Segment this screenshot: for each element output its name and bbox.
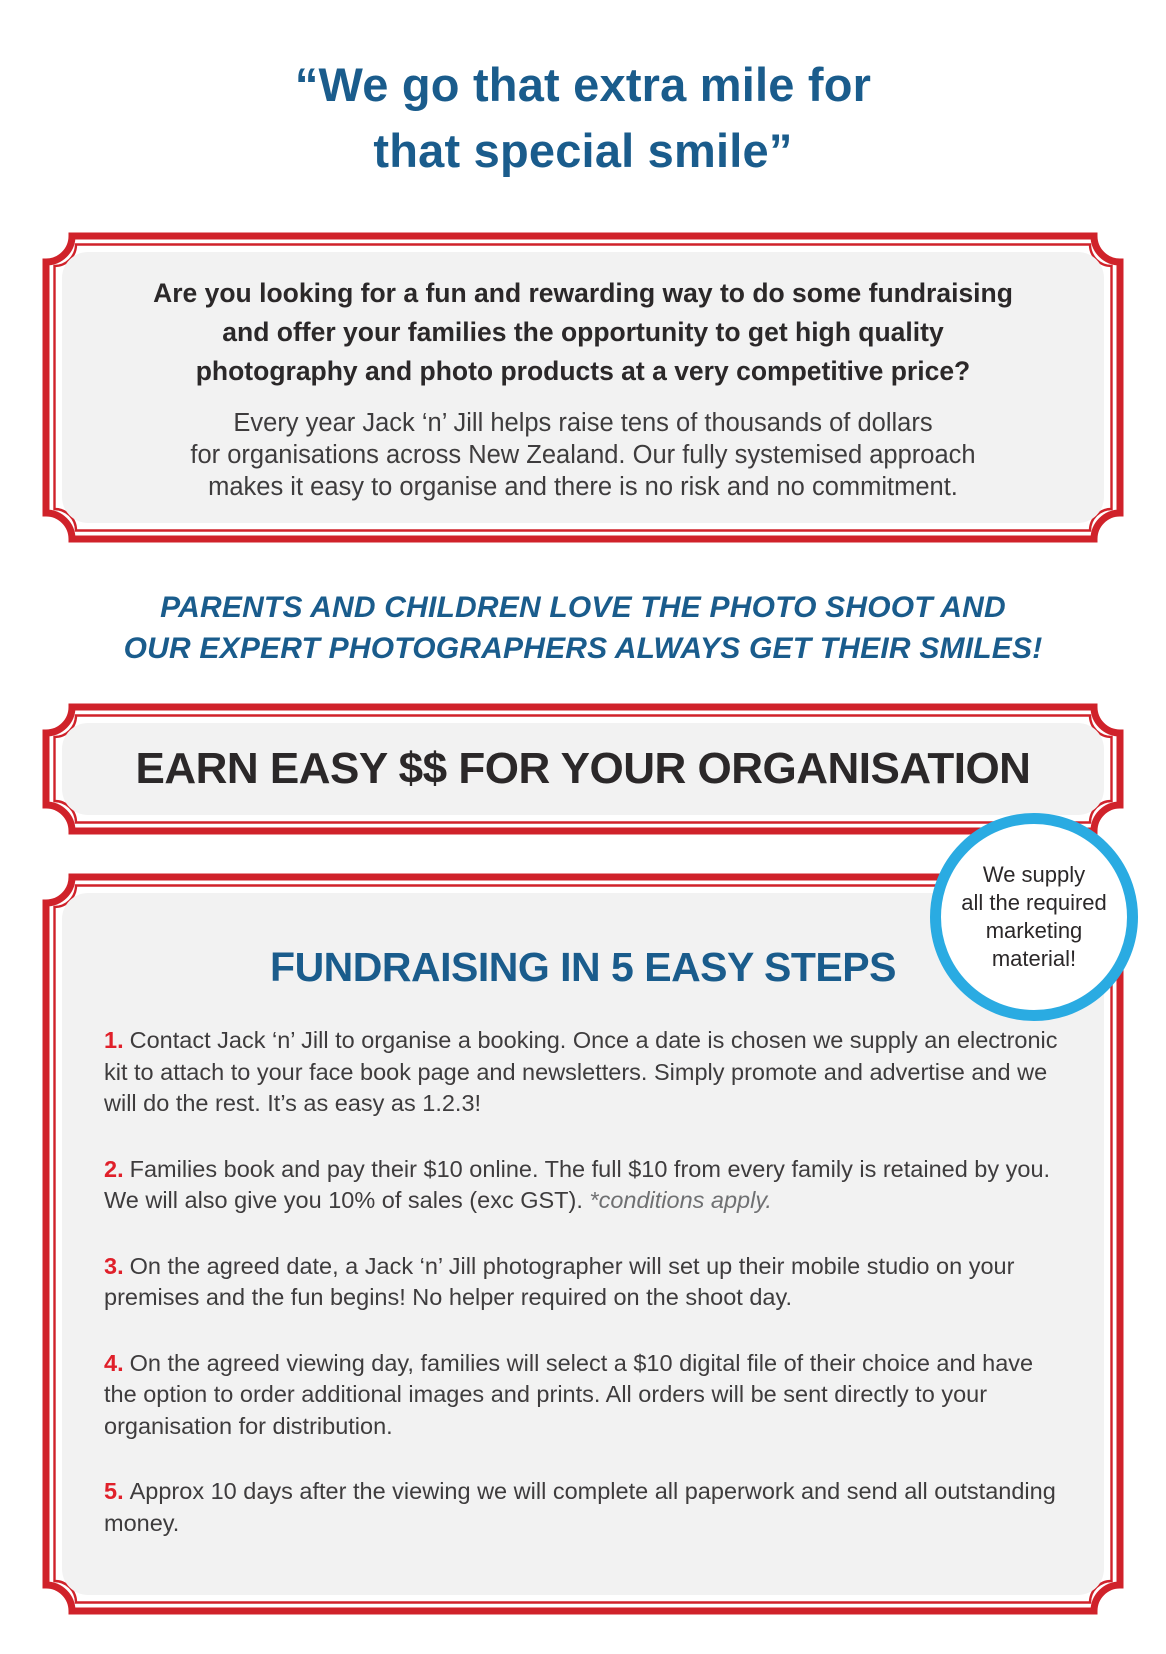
intro-paragraph-1 xyxy=(106,274,1060,391)
step-number: 2. xyxy=(104,1155,124,1182)
step-item-3 xyxy=(104,1251,1062,1314)
step-text: Families book and pay their $10 online. The full $10 from every family is retained by you. We will also give you 10% of sales (exc GST). xyxy=(104,1155,1051,1213)
page-title xyxy=(0,52,1166,184)
intro-paragraph-1-line-2: and offer your families the opportunity to get high quality xyxy=(222,317,944,347)
intro-box xyxy=(42,232,1124,543)
statement-line-1: PARENTS AND CHILDREN LOVE THE PHOTO SHOOT AND xyxy=(160,591,1006,624)
badge-line: We supply xyxy=(982,862,1086,887)
page-title-line-1: “We go that extra mile for xyxy=(294,58,872,111)
page-title-line-2: that special smile” xyxy=(373,124,793,177)
intro-paragraph-2-line-1: Every year Jack ‘n’ Jill helps raise tens of thousands of dollars xyxy=(233,409,933,437)
intro-paragraph-2-line-2: for organisations across New Zealand. Our fully systemised approach xyxy=(190,441,976,469)
steps-panel xyxy=(62,893,1104,1595)
step-number: 1. xyxy=(104,1027,124,1053)
earn-box xyxy=(42,703,1124,835)
earn-panel xyxy=(62,723,1104,815)
step-text: On the agreed date, a Jack ‘n’ Jill photographer will set up their mobile studio on your premises and the fun begins! No helper required on the shoot day. xyxy=(104,1252,1015,1310)
marketing-badge xyxy=(930,813,1138,1021)
intro-paragraph-2 xyxy=(106,407,1060,503)
intro-paragraph-1-line-1: Are you looking for a fun and rewarding way to do some fundraising xyxy=(153,278,1013,308)
steps-title: FUNDRAISING IN 5 EASY STEPS xyxy=(270,944,896,990)
earn-title: EARN EASY $$ FOR YOUR ORGANISATION xyxy=(135,744,1031,793)
step-item-5 xyxy=(104,1476,1062,1539)
step-number: 4. xyxy=(104,1349,124,1376)
step-text: On the agreed viewing day, families will select a $10 digital file of their choice and have the option to order additional images and prints. All orders will be sent directly to your organisation for distribution. xyxy=(104,1349,1034,1439)
step-number: 3. xyxy=(104,1252,124,1279)
badge-line: material! xyxy=(991,946,1077,971)
step-item-2 xyxy=(104,1154,1062,1217)
statement-banner xyxy=(70,587,1096,669)
intro-panel xyxy=(62,252,1104,523)
intro-paragraph-2-line-3: makes it easy to organise and there is no risk and no commitment. xyxy=(208,473,958,501)
step-item-4 xyxy=(104,1348,1062,1443)
statement-line-2: OUR EXPERT PHOTOGRAPHERS ALWAYS GET THEIR SMILES! xyxy=(123,632,1043,665)
badge-line: all the required xyxy=(961,890,1107,915)
step-note: *conditions apply. xyxy=(589,1187,772,1213)
step-item-1 xyxy=(104,1025,1062,1120)
badge-line: marketing xyxy=(985,918,1083,943)
step-text: Approx 10 days after the viewing we will complete all paperwork and send all outstanding money. xyxy=(104,1478,1056,1536)
step-text: Contact Jack ‘n’ Jill to organise a booking. Once a date is chosen we supply an electronic kit to attach to your face book page and newsletters. Simply promote and advertise and we will do the rest. It’s as easy as 1.2.3! xyxy=(104,1027,1058,1116)
intro-paragraph-1-line-3: photography and photo products at a very competitive price? xyxy=(195,356,971,386)
step-number: 5. xyxy=(104,1478,124,1504)
steps-box xyxy=(42,862,1124,1615)
